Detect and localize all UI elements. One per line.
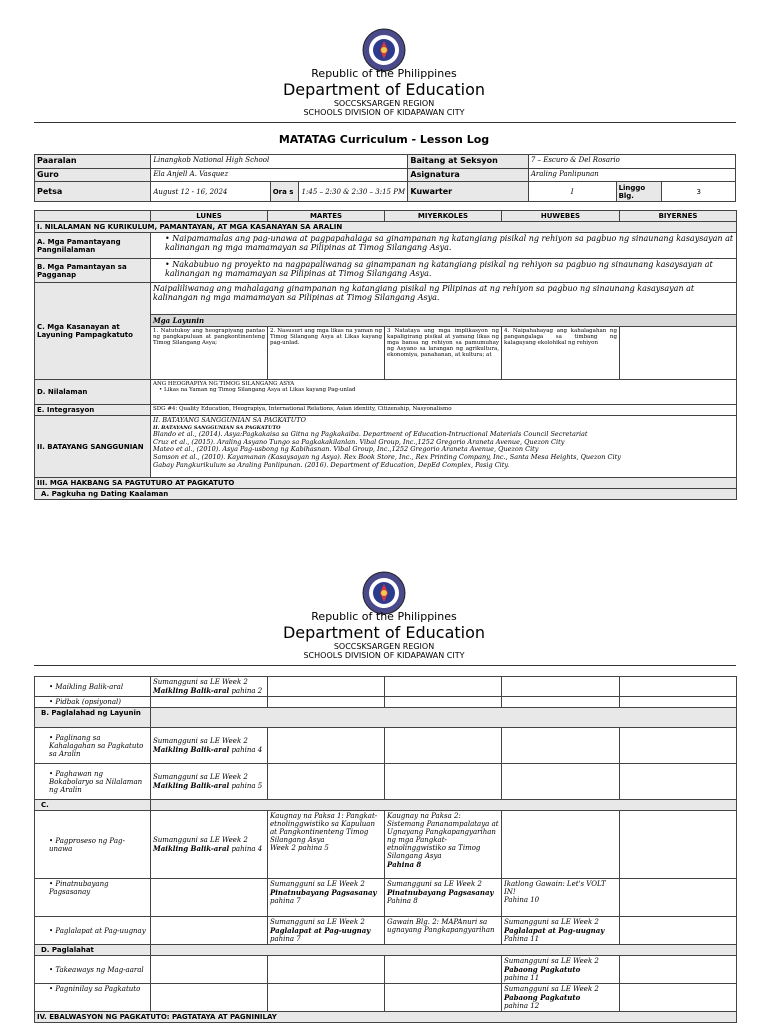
nilalaman-subtopic — [153, 387, 734, 393]
pidbak-text: Pidbak (opsiyonal) — [55, 698, 121, 706]
nilalaman-text — [151, 380, 737, 405]
pahina-text: pahina 5 — [231, 782, 263, 790]
pahina-text: pahina 7 — [270, 935, 301, 943]
maikling-bold: Maikling Balik-aral — [153, 781, 230, 790]
guro-label: Guro — [35, 169, 151, 182]
pabaong-bold: Pabaong Pagkatuto — [504, 965, 581, 974]
asignatura-value: Araling Panlipunan — [528, 169, 735, 182]
pamantayang-pangnilalaman-content: Naipamamalas ang pag-unawa at pagpapahalaga sa ginampanan ng katangiang pisikal ng rehiyon sa pagbuo ng sinaunang kasaysayan at kalinangan ng mga mamamayan sa Pilipinas at Timog Silangang Asya. — [165, 234, 734, 252]
paglalapat-bold: Paglalapat at Pag-uugnay — [270, 926, 371, 935]
pinatnubayang-label — [35, 879, 151, 917]
paglalapat-text: Paglalapat at Pag-uugnay — [55, 926, 146, 935]
department-text-2: Department of Education — [282, 622, 486, 642]
lunes-paglinang — [151, 728, 268, 764]
bullet-icon: • — [49, 698, 56, 706]
huwebes-pagninilay — [502, 984, 620, 1012]
empty-cell — [151, 697, 268, 708]
empty-cell — [502, 677, 620, 697]
day-lunes: LUNES — [151, 211, 268, 222]
section-iii-heading: III. MGA HAKBANG SA PAGTUTURO AT PAGKATUTO — [35, 478, 737, 489]
sanggunian-heading: II. BATAYANG SANGGUNIAN SA PAGKATUTO — [153, 416, 306, 424]
pagproseso-label — [35, 811, 151, 879]
nilalaman-label: D. Nilalaman — [35, 380, 151, 405]
pahina-text: Pahina 8 — [387, 897, 418, 905]
empty-gray-cell — [151, 708, 737, 728]
nilalaman-title: ANG HEOGRAPIYA NG TIMOG SILANGANG ASYA — [153, 381, 295, 387]
empty-cell — [268, 984, 385, 1012]
martes-pinatnubayang — [268, 879, 385, 917]
sumangguni-text: Sumangguni sa LE Week 2 — [153, 737, 248, 745]
paaralan-value: Linangkob National High School — [151, 155, 408, 169]
empty-cell — [268, 956, 385, 984]
baitang-label: Baitang at Seksyon — [408, 155, 528, 169]
pahina-text: pahina 2 — [231, 687, 263, 695]
pahina-text: pahina 7 — [270, 897, 301, 905]
empty-cell — [620, 677, 737, 697]
empty-cell — [502, 811, 620, 879]
sumangguni-text: Sumangguni sa LE Week 2 — [153, 678, 248, 686]
corner-cell — [35, 211, 151, 222]
bullet-icon: • — [49, 733, 56, 742]
ikatlong-gawain-text: Ikatlong Gawain: Let's VOLT IN! — [504, 880, 606, 896]
bullet-icon: • — [165, 260, 173, 269]
day-miyerkoles: MIYERKOLES — [385, 211, 502, 222]
batayang-sanggunian-text — [151, 416, 737, 478]
empty-cell — [620, 764, 737, 800]
section-iv-heading: IV. EBALWASYON NG PAGKATUTO: PAGTATAYA AT PAGNINILAY — [35, 1012, 737, 1023]
ref-3: Mateo et al., (2010). Asya Pag-usbong ng Kabihasnan. Vibal Group, Inc.,1252 Gregorio Araneta Avenue, Quezon City — [153, 445, 539, 454]
pamantayan-pagganap-content: Nakabubuo ng proyekto na nagpapaliwanag sa ginampanan ng katangiang pisikal ng rehiyon sa pagbuo ng sinaunang kasaysayan at kalinangan ng mamamayan sa Pilipinas at Timog Silangang Asya. — [165, 260, 713, 278]
paghawan-label — [35, 764, 151, 800]
miyerkoles-gawain-2: Gawain Blg. 2: MAPAnuri sa ugnayang Pangkapangyarihan — [385, 917, 502, 945]
document-header-2 — [0, 611, 768, 660]
main-table — [34, 210, 737, 500]
pagkuha-dating-kaalaman: A. Pagkuha ng Dating Kaalaman — [35, 489, 737, 500]
empty-cell — [151, 956, 268, 984]
pamantayang-pangnilalaman-label: A. Mga Pamantayang Pangnilalaman — [35, 233, 151, 259]
header-rule-2 — [34, 665, 736, 666]
pabaong-bold: Pabaong Pagkatuto — [504, 993, 581, 1002]
maikling-balik-aral-text: Maikling Balik-aral — [55, 682, 124, 691]
martes-kaugnay-1 — [268, 811, 385, 879]
empty-cell — [620, 728, 737, 764]
huwebes-paglalapat — [502, 917, 620, 945]
empty-cell — [268, 697, 385, 708]
pinatnubayang-bold: Pinatnubayang Pagsasanay — [387, 888, 494, 897]
document-header — [0, 68, 768, 117]
sumangguni-text: Sumangguni sa LE Week 2 — [153, 773, 248, 781]
day-martes: MARTES — [268, 211, 385, 222]
layunin-4: 4. Naipahahayag ang kahalagahan ng pangangalaga sa timbang ng kalagayang ekolohikal ng rehiyon — [502, 327, 620, 380]
info-table — [34, 154, 736, 202]
takeaways-label — [35, 956, 151, 984]
pahina-text: Pahina 10 — [504, 896, 540, 904]
sumangguni-text: Sumangguni sa LE Week 2 — [504, 957, 599, 965]
sumangguni-text: Sumangguni sa LE Week 2 — [270, 880, 365, 888]
pahina-text: pahina 12 — [504, 1002, 540, 1010]
maikling-balik-aral-label — [35, 677, 151, 697]
martes-paglalapat — [268, 917, 385, 945]
linggo-value: 3 — [662, 182, 736, 202]
maikling-bold: Maikling Balik-aral — [153, 686, 230, 695]
baitang-value: 7 – Escuro & Del Rosario — [528, 155, 735, 169]
asignatura-label: Asignatura — [408, 169, 528, 182]
region-text: SOCCSKSARGEN REGION — [333, 99, 435, 109]
empty-cell — [385, 984, 502, 1012]
main-table-2 — [34, 676, 737, 1023]
pahina-text: pahina 4 — [231, 845, 263, 853]
kaugnay-2-pahina: Pahina 8 — [387, 860, 422, 869]
sanggunian-subheading: II. BATAYANG SANGGUNIAN SA PAGKATUTO — [153, 424, 281, 431]
paglalahad-layunin-label: B. Paglalahad ng Layunin — [35, 708, 151, 728]
sumangguni-text: Sumangguni sa LE Week 2 — [504, 985, 599, 993]
miyerkoles-pinatnubayang — [385, 879, 502, 917]
empty-cell — [385, 677, 502, 697]
division-text: SCHOOLS DIVISION OF KIDAPAWAN CITY — [303, 108, 465, 118]
pahina-text: pahina 4 — [231, 746, 263, 754]
deped-seal-icon — [362, 28, 406, 72]
empty-cell — [151, 917, 268, 945]
pagproseso-text: Pagproseso ng Pag-unawa — [49, 836, 125, 853]
paghawan-text: Paghawan ng Bokabolaryo sa Nilalaman ng Aralin — [49, 769, 143, 794]
kaugnay-1-pahina: Week 2 pahina 5 — [270, 844, 329, 852]
empty-cell — [620, 956, 737, 984]
bullet-icon: • — [49, 682, 56, 691]
maikling-bold: Maikling Balik-aral — [153, 844, 230, 853]
empty-cell — [268, 728, 385, 764]
paglalapat-bold: Paglalapat at Pag-uugnay — [504, 926, 605, 935]
bullet-icon: • — [49, 926, 56, 935]
petsa-label: Petsa — [35, 182, 151, 202]
layunin-2: 2. Nasusuri ang mga likas na yaman ng Timog Silangang Asya at Likas kayang pag-unlad. — [268, 327, 385, 380]
lunes-maikling — [151, 677, 268, 697]
deped-seal-icon-2 — [362, 571, 406, 615]
oras-label: Ora s — [270, 182, 299, 202]
page-title: MATATAG Curriculum - Lesson Log — [278, 133, 490, 146]
takeaways-text: Takeaways ng Mag-aaral — [55, 965, 144, 974]
pahina-text: pahina 11 — [504, 974, 540, 982]
empty-gray-cell — [151, 945, 737, 956]
bullet-icon: • — [165, 234, 173, 243]
sumangguni-text: Sumangguni sa LE Week 2 — [270, 918, 365, 926]
paglalahat-label: D. Paglalahat — [35, 945, 151, 956]
nilalaman-subtopic-text: Likas na Yaman ng Timog Silangang Asya at Likas kayang Pag-unlad — [164, 387, 356, 393]
empty-cell — [268, 764, 385, 800]
huwebes-ikatlong-gawain — [502, 879, 620, 917]
kasanayan-text: Naipaliliwanag ang mahalagang ginampanan ng katangiang pisikal ng Pilipinas at ng rehiyon sa pagbuo ng sinaunang kasaysayan at kalinangan ng mga mamamayan sa Pilipinas at Timog Silangang Asya. — [151, 283, 737, 315]
layunin-heading: Mga Layunin — [151, 315, 737, 327]
petsa-value: August 12 - 16, 2024 — [151, 182, 270, 202]
empty-cell — [385, 764, 502, 800]
empty-cell — [151, 984, 268, 1012]
bullet-icon: • — [49, 985, 56, 993]
empty-cell — [620, 811, 737, 879]
paaralan-label: Paaralan — [35, 155, 151, 169]
kaugnay-1-text: Kaugnay na Paksa 1: Pangkat-etnolinggwistiko sa Kapuluan at Pangkontinenteng Timog Silangang Asya — [270, 812, 378, 844]
day-huwebes: HUWEBES — [502, 211, 620, 222]
batayang-sanggunian-label: II. BATAYANG SANGGUNIAN — [35, 416, 151, 478]
republic-text-2: Republic of the Philippines — [311, 610, 457, 623]
integrasyon-label: E. Integrasyon — [35, 405, 151, 416]
pamantayan-pagganap-text — [151, 259, 737, 283]
pagninilay-text: Pagninilay sa Pagkatuto — [55, 985, 141, 993]
miyerkoles-kaugnay-2 — [385, 811, 502, 879]
empty-cell — [385, 728, 502, 764]
pagninilay-label — [35, 984, 151, 1012]
kuwarter-value: I — [528, 182, 616, 202]
paglalapat-label — [35, 917, 151, 945]
empty-cell — [620, 879, 737, 917]
layunin-3: 3 Natataya ang mga implikasyon ng kapaligirang pisikal at yamang likas ng mga bansa ng rehiyon sa pamumuhay ng Asyano sa larangan ng agrikultura, ekonomiya, panahanan, at kultura; at — [385, 327, 502, 380]
ref-4: Samson et al., (2010). Kayamanan (Kasaysayan ng Asya). Rex Book Store, Inc., Rex Printing Company, Inc., Santa Mesa Heights, Quezon City — [153, 453, 621, 462]
section-i-heading: I. NILALAMAN NG KURIKULUM, PAMANTAYAN, AT MGA KASANAYAN SA ARALIN — [35, 222, 737, 233]
day-biyernes: BIYERNES — [620, 211, 737, 222]
pidbak-label — [35, 697, 151, 708]
kasanayan-label: C. Mga Kasanayan at Layuning Pampagkatuto — [35, 283, 151, 380]
ref-2: Cruz et al., (2015). Araling Asyano Tungo sa Pagkakakilanlan. Vibal Group, Inc.,1252 Gregorio Araneta Avenue, Quezon City — [153, 437, 565, 446]
empty-cell — [620, 917, 737, 945]
sumangguni-text: Sumangguni sa LE Week 2 — [504, 918, 599, 926]
empty-cell — [385, 956, 502, 984]
header-rule — [34, 122, 736, 123]
sumangguni-text: Sumangguni sa LE Week 2 — [387, 880, 482, 888]
pahina-text: Pahina 11 — [504, 935, 540, 943]
pinatnubayang-text: Pinatnubayang Pagsasanay — [49, 880, 109, 896]
bullet-icon: • — [49, 769, 56, 778]
ref-1: Blando et al., (2014). Asya:Pagkakaisa sa Gitna ng Pagkakaiba. Department of Education-Intructional Materials Council Secretariat — [153, 429, 588, 438]
maikling-bold: Maikling Balik-aral — [153, 745, 230, 754]
ref-5: Gabay Pangkurikulum sa Araling Panlipunan. (2016). Department of Education, DepEd Complex, Pasig City. — [153, 460, 510, 469]
guro-value: Ela Anjell A. Vasquez — [151, 169, 408, 182]
paglinang-label — [35, 728, 151, 764]
kaugnay-2-text: Kaugnay na Paksa 2: Sistemang Pananampalataya at Ugnayang Pangkapangyarihan ng mga Pangkat-etnolinggwistiko sa Timog Silangang Asya — [387, 812, 499, 860]
bullet-icon: • — [49, 836, 56, 845]
kuwarter-label: Kuwarter — [408, 182, 528, 202]
empty-cell — [268, 677, 385, 697]
empty-cell — [620, 697, 737, 708]
empty-cell — [502, 764, 620, 800]
pamantayan-pagganap-label: B. Mga Pamantayan sa Pagganap — [35, 259, 151, 283]
lunes-pagproseso — [151, 811, 268, 879]
integrasyon-text: SDG #4: Quality Education, Heograpiya, International Relations, Asian identity, Citizenship, Nasyonalismo — [151, 405, 737, 416]
bullet-icon: • — [159, 387, 164, 393]
bullet-icon: • — [49, 880, 56, 888]
republic-text: Republic of the Philippines — [311, 67, 457, 80]
pinatnubayang-bold: Pinatnubayang Pagsasanay — [270, 888, 377, 897]
pamantayang-pangnilalaman-text — [151, 233, 737, 259]
division-text-2: SCHOOLS DIVISION OF KIDAPAWAN CITY — [303, 651, 465, 661]
empty-cell — [502, 728, 620, 764]
department-text: Department of Education — [282, 79, 486, 99]
linggo-label: Linggo Blg. — [616, 182, 662, 202]
empty-gray-cell — [151, 800, 737, 811]
empty-cell — [385, 697, 502, 708]
sumangguni-text: Sumangguni sa LE Week 2 — [153, 836, 248, 844]
layunin-5-empty — [620, 327, 737, 380]
empty-cell — [151, 879, 268, 917]
huwebes-takeaways — [502, 956, 620, 984]
paglinang-text: Paglinang sa Kahalagahan sa Pagkatuto sa Aralin — [49, 733, 144, 758]
oras-value: 1:45 – 2:30 & 2:30 – 3:15 PM — [299, 182, 408, 202]
c-label: C. — [35, 800, 151, 811]
empty-cell — [502, 697, 620, 708]
empty-cell — [620, 984, 737, 1012]
bullet-icon: • — [49, 965, 56, 974]
layunin-1: 1. Natutukoy ang heograpiyang pantao ng pangkapuluan at pangkontinenteng Timog Silangang Asya; — [151, 327, 268, 380]
lunes-paghawan — [151, 764, 268, 800]
region-text-2: SOCCSKSARGEN REGION — [333, 642, 435, 652]
